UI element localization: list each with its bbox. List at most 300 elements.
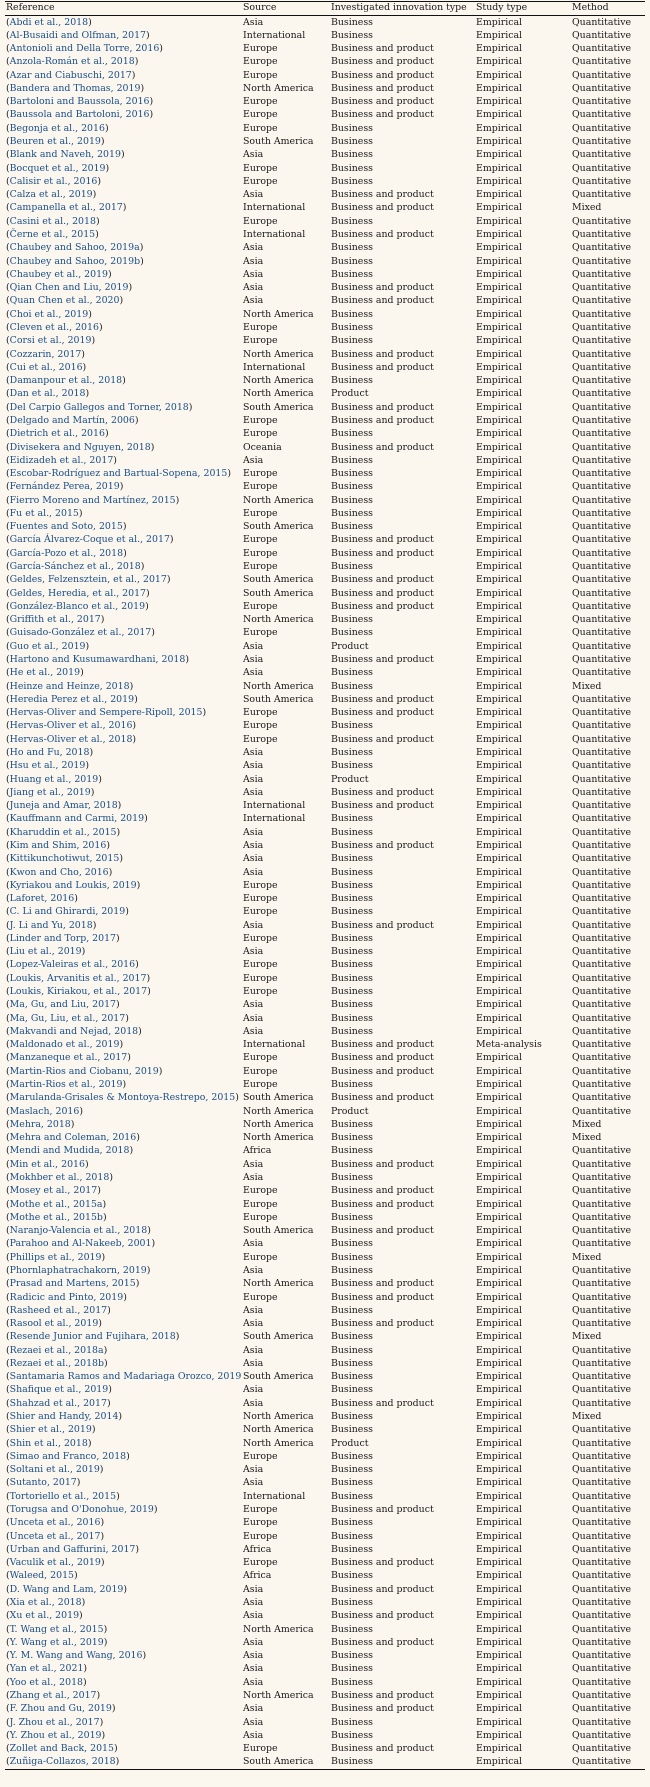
cell-reference bbox=[5, 1755, 242, 1769]
reference-link[interactable]: Chaubey et al., 2019 bbox=[9, 268, 109, 280]
cell-source: Europe bbox=[243, 1065, 278, 1077]
cell-innovation-type: Business bbox=[331, 1238, 373, 1250]
table-row bbox=[5, 1530, 645, 1543]
cell-source: Europe bbox=[243, 428, 278, 440]
cell-innovation-type: Business and product bbox=[331, 1198, 434, 1210]
reference-link[interactable]: Fuentes and Soto, 2015 bbox=[9, 521, 123, 533]
reference-link[interactable]: Lopez-Valeiras et al., 2016 bbox=[9, 959, 136, 971]
reference-link[interactable]: J. Li and Yu, 2018 bbox=[9, 919, 93, 931]
table-row bbox=[5, 348, 645, 361]
cell-reference bbox=[5, 1038, 242, 1051]
reference-link[interactable]: Heredia Perez et al., 2019 bbox=[9, 693, 135, 705]
cell-innovation-type: Product bbox=[331, 1105, 369, 1117]
cell-reference bbox=[5, 1410, 242, 1423]
cell-reference bbox=[5, 998, 242, 1011]
reference-link[interactable]: Escobar-Rodríguez and Bartual-Sopena, 2015 bbox=[9, 468, 228, 480]
paren-close: ) bbox=[134, 414, 139, 426]
cell-source: Europe bbox=[243, 43, 278, 55]
cell-study-type: Empirical bbox=[476, 268, 523, 280]
cell-method: Quantitative bbox=[572, 1623, 632, 1635]
cell-study-type: Empirical bbox=[476, 1450, 523, 1462]
paren-close: ) bbox=[129, 680, 134, 692]
table-row bbox=[5, 547, 645, 560]
reference-link[interactable]: Chaubey and Sahoo, 2019a bbox=[9, 242, 140, 254]
reference-link[interactable]: Abdi et al., 2018 bbox=[9, 16, 89, 28]
cell-study-type: Empirical bbox=[476, 839, 523, 851]
cell-reference bbox=[5, 1158, 242, 1171]
cell-study-type: Empirical bbox=[476, 574, 523, 586]
reference-link[interactable]: Shier et al., 2019 bbox=[9, 1424, 92, 1436]
cell-study-type: Empirical bbox=[476, 1623, 523, 1635]
cell-method: Quantitative bbox=[572, 720, 632, 732]
reference-link[interactable]: Vaculik et al., 2019 bbox=[9, 1557, 101, 1569]
reference-link[interactable]: Cozzarin, 2017 bbox=[9, 348, 82, 360]
reference-link[interactable]: García-Pozo et al., 2018 bbox=[9, 547, 124, 559]
reference-link[interactable]: Loukis, Kiriakou, et al., 2017 bbox=[9, 986, 148, 998]
cell-study-type: Empirical bbox=[476, 693, 523, 705]
cell-innovation-type: Business and product bbox=[331, 1610, 434, 1622]
table-row bbox=[5, 467, 645, 480]
reference-link[interactable]: Rezaei et al., 2018a bbox=[9, 1344, 104, 1356]
cell-study-type: Empirical bbox=[476, 919, 523, 931]
reference-link[interactable]: Ma, Gu, and Liu, 2017 bbox=[9, 999, 116, 1011]
reference-link[interactable]: Torugsa and O'Donohue, 2019 bbox=[9, 1504, 154, 1515]
reference-link[interactable]: Guo et al., 2019 bbox=[9, 640, 86, 652]
reference-link[interactable]: Geldes, Felzensztein, et al., 2017 bbox=[9, 574, 167, 586]
cell-study-type: Empirical bbox=[476, 1583, 523, 1595]
cell-method: Quantitative bbox=[572, 1490, 632, 1502]
reference-link[interactable]: Phornlaphatrachakorn, 2019 bbox=[9, 1264, 147, 1276]
reference-link[interactable]: Geldes, Heredia, et al., 2017 bbox=[9, 587, 147, 599]
table-row bbox=[5, 879, 645, 892]
reference-link[interactable]: Soltani et al., 2019 bbox=[9, 1464, 100, 1476]
reference-link[interactable]: Hervas-Oliver et al., 2016 bbox=[9, 720, 133, 732]
cell-method: Quantitative bbox=[572, 82, 632, 94]
table-row bbox=[5, 600, 645, 613]
paren-close: ) bbox=[136, 879, 141, 891]
cell-method: Quantitative bbox=[572, 1517, 632, 1529]
paren-close: ) bbox=[136, 1132, 140, 1144]
reference-link[interactable]: Corsi et al., 2019 bbox=[9, 335, 92, 347]
paren-close: ) bbox=[146, 587, 150, 599]
reference-link[interactable]: Shin et al., 2018 bbox=[9, 1437, 88, 1449]
reference-link[interactable]: Liu et al., 2019 bbox=[9, 946, 82, 958]
reference-link[interactable]: Urban and Gaffurini, 2017 bbox=[9, 1543, 136, 1555]
reference-link[interactable]: González-Blanco et al., 2019 bbox=[9, 600, 146, 612]
reference-link[interactable]: Dietrich et al., 2016 bbox=[9, 428, 105, 440]
reference-link[interactable]: Maldonado et al., 2019 bbox=[9, 1039, 120, 1051]
cell-reference bbox=[5, 281, 242, 294]
cell-source: International bbox=[243, 202, 306, 214]
table-row bbox=[5, 573, 645, 586]
reference-link[interactable]: Chaubey and Sahoo, 2019b bbox=[9, 255, 141, 267]
paren-close: ) bbox=[79, 1610, 83, 1622]
reference-link[interactable]: F. Zhou and Gu, 2019 bbox=[9, 1703, 112, 1715]
reference-link[interactable]: Y. Zhou et al., 2019 bbox=[9, 1729, 102, 1741]
cell-innovation-type: Business bbox=[331, 813, 373, 825]
table-row bbox=[5, 427, 645, 440]
paren-close: ) bbox=[103, 1636, 108, 1648]
cell-reference bbox=[5, 1065, 242, 1078]
reference-link[interactable]: Kharuddin et al., 2015 bbox=[9, 826, 117, 838]
reference-link[interactable]: Cui et al., 2016 bbox=[9, 361, 83, 373]
cell-reference bbox=[5, 241, 242, 254]
cell-study-type: Empirical bbox=[476, 1530, 523, 1542]
reference-link[interactable]: Shahzad et al., 2017 bbox=[9, 1397, 107, 1409]
reference-link[interactable]: Bartoloni and Baussola, 2016 bbox=[9, 96, 150, 108]
reference-link[interactable]: Bocquet et al., 2019 bbox=[9, 162, 106, 174]
cell-innovation-type: Business and product bbox=[331, 839, 434, 851]
reference-link[interactable]: Simao and Franco, 2018 bbox=[9, 1450, 127, 1462]
reference-link[interactable]: Mehra and Coleman, 2016 bbox=[9, 1132, 137, 1144]
reference-link[interactable]: Waleed, 2015 bbox=[9, 1570, 74, 1582]
reference-link[interactable]: Laforet, 2016 bbox=[9, 893, 75, 905]
reference-link[interactable]: Rezaei et al., 2018b bbox=[9, 1357, 105, 1369]
cell-reference bbox=[5, 786, 242, 799]
reference-link[interactable]: Maslach, 2016 bbox=[9, 1105, 80, 1117]
reference-link[interactable]: Radicic and Pinto, 2019 bbox=[9, 1291, 124, 1303]
table-row bbox=[5, 866, 645, 879]
reference-link[interactable]: Calza et al., 2019 bbox=[9, 189, 93, 201]
cell-source: Africa bbox=[243, 1570, 272, 1582]
reference-link[interactable]: Černe et al., 2015 bbox=[9, 229, 96, 240]
reference-link[interactable]: Jiang et al., 2019 bbox=[9, 786, 91, 798]
paren-close: ) bbox=[108, 1384, 112, 1396]
reference-link[interactable]: Beuren et al., 2019 bbox=[9, 136, 101, 148]
table-row bbox=[5, 387, 645, 400]
cell-method: Quantitative bbox=[572, 786, 632, 798]
reference-link[interactable]: Divisekera and Nguyen, 2018 bbox=[9, 441, 151, 453]
reference-link[interactable]: T. Wang et al., 2015 bbox=[9, 1623, 104, 1635]
cell-study-type: Empirical bbox=[476, 1344, 523, 1356]
reference-link[interactable]: Zuñiga-Collazos, 2018 bbox=[9, 1756, 116, 1768]
paren-open: ( bbox=[6, 1729, 10, 1741]
table-row bbox=[5, 1304, 645, 1317]
reference-link[interactable]: Al-Busaidi and Olfman, 2017 bbox=[9, 29, 147, 41]
reference-link[interactable]: García-Sánchez et al., 2018 bbox=[9, 561, 141, 573]
cell-method: Quantitative bbox=[572, 122, 632, 134]
reference-link[interactable]: He et al., 2019 bbox=[9, 667, 81, 679]
paren-close: ) bbox=[92, 189, 97, 201]
reference-link[interactable]: Rasool et al., 2019 bbox=[9, 1318, 99, 1330]
cell-study-type: Empirical bbox=[476, 1225, 523, 1237]
cell-innovation-type: Business bbox=[331, 879, 373, 891]
paren-open: ( bbox=[6, 1557, 10, 1569]
paren-open: ( bbox=[6, 1743, 10, 1755]
table-row bbox=[5, 268, 645, 281]
cell-reference bbox=[5, 773, 242, 786]
paren-close: ) bbox=[92, 919, 97, 931]
reference-link[interactable]: Mendi and Mudida, 2018 bbox=[9, 1145, 130, 1157]
cell-source: Asia bbox=[243, 1158, 264, 1170]
cell-method: Quantitative bbox=[572, 1663, 632, 1675]
cell-innovation-type: Business bbox=[331, 1145, 373, 1157]
cell-innovation-type: Business bbox=[331, 1025, 373, 1037]
reference-link[interactable]: Unceta et al., 2017 bbox=[9, 1530, 101, 1542]
paren-close: ) bbox=[118, 1411, 123, 1423]
reference-link[interactable]: Sutanto, 2017 bbox=[9, 1477, 77, 1489]
reference-link[interactable]: Cleven et al., 2016 bbox=[9, 321, 99, 333]
paren-close: ) bbox=[122, 521, 127, 533]
reference-link[interactable]: Kittikunchotiwut, 2015 bbox=[9, 853, 120, 865]
reference-link[interactable]: Qian Chen and Liu, 2019 bbox=[9, 282, 129, 294]
cell-innovation-type: Business bbox=[331, 826, 373, 838]
reference-link[interactable]: Hervas-Oliver et al., 2018 bbox=[9, 733, 133, 745]
cell-source: Asia bbox=[243, 242, 264, 254]
cell-study-type: Empirical bbox=[476, 1278, 523, 1290]
paren-open: ( bbox=[6, 1092, 10, 1104]
reference-link[interactable]: Hervas-Oliver and Sempere-Ripoll, 2015 bbox=[9, 707, 203, 719]
reference-link[interactable]: C. Li and Ghirardi, 2019 bbox=[9, 906, 126, 918]
reference-link[interactable]: Antonioli and Della Torre, 2016 bbox=[9, 43, 160, 55]
reference-link[interactable]: Marulanda-Grisales & Montoya-Restrepo, 2015 bbox=[9, 1092, 236, 1104]
cell-reference bbox=[5, 826, 242, 839]
reference-link[interactable]: Choi et al., 2019 bbox=[9, 308, 89, 320]
cell-study-type: Empirical bbox=[476, 680, 523, 692]
table-row bbox=[5, 773, 645, 786]
cell-source: North America bbox=[243, 1278, 314, 1290]
cell-study-type: Empirical bbox=[476, 932, 523, 944]
reference-link[interactable]: Kyriakou and Loukis, 2019 bbox=[9, 879, 137, 891]
cell-reference bbox=[5, 1397, 242, 1410]
cell-reference bbox=[5, 1450, 242, 1463]
cell-reference bbox=[5, 945, 242, 958]
reference-link[interactable]: Mehra, 2018 bbox=[9, 1118, 71, 1130]
reference-link[interactable]: Mokhber et al., 2018 bbox=[9, 1171, 110, 1183]
paren-open: ( bbox=[6, 1636, 10, 1648]
reference-link[interactable]: Dan et al., 2018 bbox=[9, 388, 86, 400]
reference-link[interactable]: Y. Wang et al., 2019 bbox=[9, 1636, 104, 1648]
paren-close: ) bbox=[109, 1171, 113, 1183]
reference-link[interactable]: Heinze and Heinze, 2018 bbox=[9, 680, 130, 692]
reference-link[interactable]: Guisado-González et al., 2017 bbox=[9, 627, 152, 639]
paren-open: ( bbox=[6, 149, 10, 161]
cell-reference bbox=[5, 560, 242, 573]
reference-link[interactable]: Bandera and Thomas, 2019 bbox=[9, 82, 141, 94]
cell-reference bbox=[5, 1623, 242, 1636]
cell-source: South America bbox=[243, 574, 314, 586]
reference-link[interactable]: Quan Chen et al., 2020 bbox=[9, 295, 120, 307]
cell-source: Asia bbox=[243, 1703, 264, 1715]
paren-open: ( bbox=[6, 109, 10, 121]
cell-method: Quantitative bbox=[572, 1264, 632, 1276]
cell-reference bbox=[5, 1689, 242, 1702]
reference-link[interactable]: Min et al., 2016 bbox=[9, 1158, 85, 1170]
cell-method: Quantitative bbox=[572, 1729, 632, 1741]
reference-link[interactable]: Damanpour et al., 2018 bbox=[9, 375, 123, 387]
reference-link[interactable]: Manzaneque et al., 2017 bbox=[9, 1052, 128, 1064]
reference-link[interactable]: Shafique et al., 2019 bbox=[9, 1384, 109, 1396]
cell-source: North America bbox=[243, 494, 314, 506]
cell-study-type: Empirical bbox=[476, 215, 523, 227]
reference-link[interactable]: Kim and Shim, 2016 bbox=[9, 839, 107, 851]
paren-close: ) bbox=[175, 494, 180, 506]
cell-reference bbox=[5, 1330, 242, 1343]
paren-open: ( bbox=[6, 295, 10, 307]
reference-link[interactable]: Baussola and Bartoloni, 2016 bbox=[9, 109, 150, 121]
reference-link[interactable]: Huang et al., 2019 bbox=[9, 773, 99, 785]
reference-link[interactable]: Makvandi and Nejad, 2018 bbox=[9, 1025, 139, 1037]
reference-link[interactable]: Xu et al., 2019 bbox=[9, 1610, 80, 1622]
cell-reference bbox=[5, 1476, 242, 1489]
cell-source: Europe bbox=[243, 1291, 278, 1303]
cell-source: Asia bbox=[243, 16, 264, 28]
reference-link[interactable]: Hartono and Kusumawardhani, 2018 bbox=[9, 654, 186, 665]
cell-source: Asia bbox=[243, 1318, 264, 1330]
cell-study-type: Empirical bbox=[476, 56, 523, 68]
reference-link[interactable]: Zhang et al., 2017 bbox=[9, 1689, 97, 1701]
cell-innovation-type: Business bbox=[331, 122, 373, 134]
reference-link[interactable]: Azar and Ciabuschi, 2017 bbox=[9, 69, 132, 81]
cell-source: Asia bbox=[243, 1464, 264, 1476]
cell-innovation-type: Business and product bbox=[331, 534, 434, 546]
cell-method: Quantitative bbox=[572, 162, 632, 174]
reference-link[interactable]: Yoo et al., 2018 bbox=[9, 1676, 83, 1688]
paren-close: ) bbox=[83, 1676, 87, 1688]
reference-link[interactable]: Y. M. Wang and Wang, 2016 bbox=[9, 1650, 143, 1662]
cell-innovation-type: Business and product bbox=[331, 401, 434, 413]
reference-link[interactable]: Resende Junior and Fujihara, 2018 bbox=[9, 1331, 176, 1343]
table-row bbox=[5, 1516, 645, 1529]
reference-link[interactable]: Parahoo and Al-Nakeeb, 2001 bbox=[9, 1238, 152, 1250]
reference-link[interactable]: Shier and Handy, 2014 bbox=[9, 1411, 119, 1423]
table-row bbox=[5, 162, 645, 175]
cell-innovation-type: Business bbox=[331, 1450, 373, 1462]
cell-reference bbox=[5, 1543, 242, 1556]
reference-link[interactable]: Kwon and Cho, 2016 bbox=[9, 866, 109, 878]
cell-method: Quantitative bbox=[572, 1025, 632, 1037]
reference-link[interactable]: Linder and Torp, 2017 bbox=[9, 932, 117, 944]
reference-link[interactable]: Ma, Gu, Liu, et al., 2017 bbox=[9, 1012, 126, 1024]
cell-reference bbox=[5, 653, 242, 666]
reference-link[interactable]: Fierro Moreno and Martínez, 2015 bbox=[9, 494, 176, 506]
cell-method: Quantitative bbox=[572, 800, 632, 812]
reference-link[interactable]: Tortoriello et al., 2015 bbox=[9, 1490, 117, 1502]
reference-link[interactable]: Prasad and Martens, 2015 bbox=[9, 1278, 136, 1290]
reference-link[interactable]: García Álvarez-Coque et al., 2017 bbox=[9, 534, 170, 546]
header-method: Method bbox=[571, 2, 645, 16]
paren-close: ) bbox=[116, 1490, 120, 1502]
cell-method: Quantitative bbox=[572, 468, 632, 480]
reference-link[interactable]: Begonja et al., 2016 bbox=[9, 122, 105, 134]
cell-method: Quantitative bbox=[572, 600, 632, 612]
reference-link[interactable]: Xia et al., 2018 bbox=[9, 1596, 82, 1608]
cell-study-type: Empirical bbox=[476, 1543, 523, 1555]
reference-link[interactable]: Casini et al., 2018 bbox=[9, 215, 96, 227]
reference-link[interactable]: Mothe et al., 2015a bbox=[9, 1198, 103, 1210]
reference-link[interactable]: Griffith et al., 2017 bbox=[9, 614, 101, 626]
cell-reference bbox=[5, 1237, 242, 1250]
cell-study-type: Empirical bbox=[476, 1596, 523, 1608]
reference-link[interactable]: Juneja and Amar, 2018 bbox=[9, 800, 118, 812]
cell-reference bbox=[5, 1118, 242, 1131]
cell-innovation-type: Business and product bbox=[331, 56, 434, 68]
reference-link[interactable]: Mosey et al., 2017 bbox=[9, 1185, 98, 1197]
cell-source: Asia bbox=[243, 1264, 264, 1276]
reference-link[interactable]: Rasheed et al., 2017 bbox=[9, 1304, 108, 1316]
reference-link[interactable]: Phillips et al., 2019 bbox=[9, 1251, 102, 1263]
cell-method: Quantitative bbox=[572, 1052, 632, 1064]
paren-open: ( bbox=[6, 1039, 10, 1051]
paren-open: ( bbox=[6, 800, 10, 812]
cell-reference bbox=[5, 1556, 242, 1569]
reference-link[interactable]: Hsu et al., 2019 bbox=[9, 760, 86, 772]
table-row bbox=[5, 1105, 645, 1118]
paren-close: ) bbox=[134, 693, 138, 705]
cell-innovation-type: Business bbox=[331, 972, 373, 984]
reference-link[interactable]: Ho and Fu, 2018 bbox=[9, 746, 90, 758]
paren-open: ( bbox=[6, 826, 10, 838]
cell-innovation-type: Business and product bbox=[331, 1636, 434, 1648]
cell-source: Europe bbox=[243, 534, 278, 546]
table-row bbox=[5, 454, 645, 467]
cell-source: Asia bbox=[243, 1012, 264, 1024]
reference-link[interactable]: Delgado and Martín, 2006 bbox=[9, 414, 135, 426]
cell-innovation-type: Product bbox=[331, 773, 369, 785]
cell-study-type: Empirical bbox=[476, 720, 523, 732]
reference-link[interactable]: Del Carpio Gallegos and Torner, 2018 bbox=[9, 401, 189, 413]
reference-link[interactable]: Campanella et al., 2017 bbox=[9, 202, 123, 214]
cell-method: Quantitative bbox=[572, 1384, 632, 1396]
reference-link[interactable]: Loukis, Arvanitis et al., 2017 bbox=[9, 972, 147, 984]
reference-link[interactable]: D. Wang and Lam, 2019 bbox=[9, 1583, 124, 1595]
cell-method: Quantitative bbox=[572, 760, 632, 772]
cell-source: Europe bbox=[243, 986, 278, 998]
cell-innovation-type: Business bbox=[331, 627, 373, 639]
reference-link[interactable]: Fernández Perea, 2019 bbox=[9, 481, 120, 493]
reference-link[interactable]: Martin-Rios et al., 2019 bbox=[9, 1079, 123, 1090]
reference-link[interactable]: Martin-Rios and Ciobanu, 2019 bbox=[9, 1065, 159, 1077]
reference-link[interactable]: Eidizadeh et al., 2017 bbox=[9, 454, 114, 466]
cell-method: Quantitative bbox=[572, 136, 632, 148]
reference-link[interactable]: J. Zhou et al., 2017 bbox=[9, 1716, 100, 1728]
reference-link[interactable]: Mothe et al., 2015b bbox=[9, 1211, 103, 1223]
cell-method: Quantitative bbox=[572, 627, 632, 639]
reference-link[interactable]: Zollet and Back, 2015 bbox=[9, 1743, 114, 1755]
reference-link[interactable]: Kauffmann and Carmi, 2019 bbox=[9, 813, 145, 825]
reference-link[interactable]: Blank and Naveh, 2019 bbox=[9, 149, 121, 161]
cell-study-type: Empirical bbox=[476, 999, 523, 1011]
reference-link[interactable]: Santamaria Ramos and Madariaga Orozco, 2019 bbox=[9, 1371, 242, 1383]
table-row bbox=[5, 1224, 645, 1237]
paren-close: ) bbox=[100, 1557, 105, 1569]
cell-innovation-type: Business and product bbox=[331, 229, 434, 240]
reference-link[interactable]: Unceta et al., 2016 bbox=[9, 1517, 101, 1529]
reference-link[interactable]: Fu et al., 2015 bbox=[9, 507, 79, 519]
paren-close: ) bbox=[101, 1251, 106, 1263]
reference-link[interactable]: Yan et al., 2021 bbox=[9, 1663, 84, 1675]
table-row bbox=[5, 1184, 645, 1197]
paren-open: ( bbox=[6, 521, 10, 533]
paren-close: ) bbox=[88, 308, 92, 320]
table-row bbox=[5, 892, 645, 905]
cell-source: Asia bbox=[243, 1583, 264, 1595]
cell-method: Quantitative bbox=[572, 1039, 632, 1051]
cell-source: South America bbox=[243, 1225, 314, 1237]
table-row bbox=[5, 507, 645, 520]
table-row bbox=[5, 1370, 645, 1383]
cell-method: Quantitative bbox=[572, 853, 632, 865]
reference-link[interactable]: Anzola-Román et al., 2018 bbox=[9, 56, 135, 68]
cell-study-type: Empirical bbox=[476, 786, 523, 798]
reference-link[interactable]: Calisir et al., 2016 bbox=[9, 175, 98, 187]
cell-study-type: Empirical bbox=[476, 136, 523, 148]
reference-link[interactable]: Naranjo-Valencia et al., 2018 bbox=[9, 1225, 148, 1237]
paren-open: ( bbox=[6, 428, 10, 440]
paren-open: ( bbox=[6, 1689, 10, 1701]
cell-innovation-type: Business and product bbox=[331, 1278, 434, 1290]
cell-study-type: Empirical bbox=[476, 1118, 523, 1130]
